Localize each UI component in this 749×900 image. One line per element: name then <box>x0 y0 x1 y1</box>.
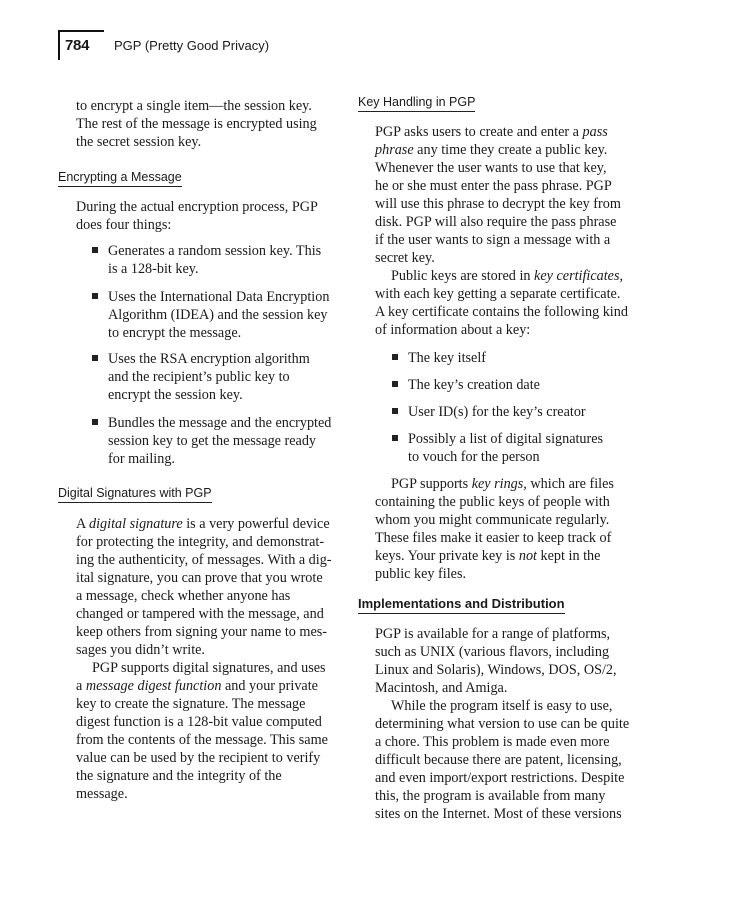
heading-implementations: Implementations and Distribution <box>358 596 565 614</box>
bullet-icon <box>92 247 98 253</box>
list-item-line: Uses the RSA encryption algorithm <box>108 351 310 367</box>
text-line: difficult because there are patent, licensing, <box>375 752 622 768</box>
list-item-line: Generates a random session key. This <box>108 243 322 259</box>
text-line: a chore. This problem is made even more <box>375 734 610 750</box>
list-item-line: to vouch for the person <box>408 449 540 465</box>
text-line: to encrypt a single item—the session key. <box>76 98 312 114</box>
text-line: the signature and the integrity of the <box>76 768 282 784</box>
text-line: a message, check whether anyone has <box>76 588 291 604</box>
term-digital-signature: digital signature <box>89 516 183 532</box>
text-line: key to create the signature. The message <box>76 696 306 712</box>
emphasis-not: not <box>518 548 537 564</box>
text-line: digest function is a 128-bit value computed <box>76 714 322 730</box>
term-pass-phrase: pass <box>582 124 608 140</box>
text-line: PGP supports digital signatures, and uses <box>92 660 326 676</box>
page-number: 784 <box>65 37 90 54</box>
text-line: sages you didn’t write. <box>76 642 205 658</box>
list-item-line: is a 128-bit key. <box>108 261 199 277</box>
list-item-line: session key to get the message ready <box>108 433 317 449</box>
text-line: A digital signature is a very powerful device <box>76 516 330 532</box>
bullet-icon <box>392 381 398 387</box>
text-line: for protecting the integrity, and demonstrat- <box>76 534 325 550</box>
text-line: from the contents of the message. This same <box>76 732 328 748</box>
text-line: keep others from signing your name to mes- <box>76 624 327 640</box>
term-key-certificates: key certificates, <box>534 268 624 284</box>
list-item-line: User ID(s) for the key’s creator <box>408 404 586 420</box>
text-line: A key certificate contains the following kind <box>375 304 628 320</box>
text-line: keys. Your private key is not kept in the <box>375 548 601 564</box>
list-item-line: The key itself <box>408 350 487 366</box>
heading-encrypting-a-message: Encrypting a Message <box>58 170 182 187</box>
text-line: a message digest function and your private <box>76 678 318 694</box>
bullet-icon <box>392 435 398 441</box>
text-line: does four things: <box>76 217 172 233</box>
text-line: this, the program is available from many <box>375 788 606 804</box>
text-line: determining what version to use can be quite <box>375 716 630 732</box>
text-line: Linux and Solaris), Windows, DOS, OS/2, <box>375 662 617 678</box>
heading-key-handling: Key Handling in PGP <box>358 95 475 112</box>
text-line: changed or tampered with the message, and <box>76 606 324 622</box>
list-item-line: and the recipient’s public key to <box>108 369 290 385</box>
list-item-line: to encrypt the message. <box>108 325 242 341</box>
text-line: The rest of the message is encrypted using <box>76 116 317 132</box>
text-line: Macintosh, and Amiga. <box>375 680 508 696</box>
text-line: the secret session key. <box>76 134 202 150</box>
heading-digital-signatures: Digital Signatures with PGP <box>58 486 212 503</box>
text-line: Public keys are stored in key certificates, <box>391 268 624 284</box>
text-line: of information about a key: <box>375 322 531 338</box>
list-item-line: Bundles the message and the encrypted <box>108 415 332 431</box>
text-line: PGP asks users to create and enter a pass <box>375 124 608 140</box>
text-line: whom you might communicate regularly. <box>375 512 610 528</box>
list-item-line: Algorithm (IDEA) and the session key <box>108 307 328 323</box>
text-line: disk. PGP will also require the pass phrase <box>375 214 617 230</box>
text-line: he or she must enter the pass phrase. PGP <box>375 178 612 194</box>
term-pass-phrase: phrase <box>375 142 414 158</box>
running-title: PGP (Pretty Good Privacy) <box>114 38 270 53</box>
text-line: These files make it easier to keep track of <box>375 530 612 546</box>
text-line: During the actual encryption process, PGP <box>76 199 318 215</box>
text-line: PGP supports key rings, which are files <box>391 476 614 492</box>
text-line: ital signature, you can prove that you wrote <box>76 570 323 586</box>
list-item-line: Possibly a list of digital signatures <box>408 431 604 447</box>
bullet-icon <box>92 293 98 299</box>
list-item-line: Uses the International Data Encryption <box>108 289 330 305</box>
text-line: While the program itself is easy to use, <box>391 698 613 714</box>
term-key-rings: key rings, <box>471 476 527 492</box>
text-line: sites on the Internet. Most of these versions <box>375 806 622 822</box>
bullet-icon <box>392 354 398 360</box>
list-item-line: The key’s creation date <box>408 377 540 393</box>
text-line: PGP is available for a range of platforms, <box>375 626 611 642</box>
text-line: such as UNIX (various flavors, including <box>375 644 610 660</box>
text-line: and even import/export restrictions. Despite <box>375 770 625 786</box>
term-message-digest-function: message digest function <box>85 678 222 694</box>
text-line: phrase any time they create a public key. <box>375 142 608 158</box>
bullet-icon <box>92 419 98 425</box>
text-line: with each key getting a separate certificate. <box>375 286 621 302</box>
text-line: ing the authenticity, of messages. With a dig- <box>76 552 332 568</box>
text-line: secret key. <box>375 250 435 266</box>
text-line: if the user wants to sign a message with a <box>375 232 611 248</box>
text-line: public key files. <box>375 566 467 582</box>
bullet-icon <box>392 408 398 414</box>
text-line: Whenever the user wants to use that key, <box>375 160 607 176</box>
list-item-line: encrypt the session key. <box>108 387 243 403</box>
text-line: value can be used by the recipient to verify <box>76 750 321 766</box>
list-item-line: for mailing. <box>108 451 175 467</box>
text-line: message. <box>76 786 128 802</box>
bullet-icon <box>92 355 98 361</box>
text-line: will use this phrase to decrypt the key from <box>375 196 621 212</box>
text-line: containing the public keys of people with <box>375 494 610 510</box>
